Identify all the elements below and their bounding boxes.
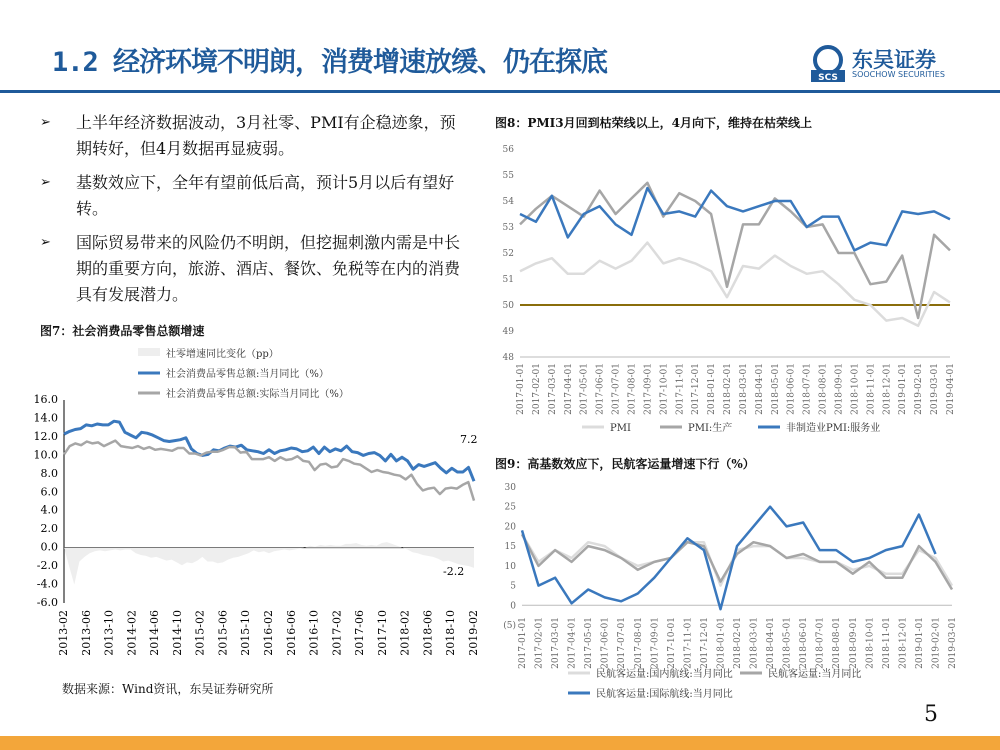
- legend-label: 民航客运量:当月同比: [768, 669, 862, 680]
- x-tick-label: 2014-02: [125, 610, 139, 656]
- x-tick-label: 2017-08-01: [627, 363, 638, 415]
- bullet-text: 国际贸易带来的风险仍不明朗，但挖掘刺激内需是中长期的重要方向，旅游、酒店、餐饮、免税等在内的消费具有发展潜力。: [76, 233, 461, 304]
- x-tick-label: 2019-02: [467, 610, 480, 656]
- x-tick-label: 2017-06-01: [595, 363, 606, 415]
- logo-subtitle: SOOCHOW SECURITIES: [852, 70, 945, 79]
- x-tick-label: 2018-11-01: [866, 363, 877, 415]
- x-tick-label: 2019-02-01: [914, 363, 925, 415]
- x-tick-label: 2017-05-01: [579, 363, 590, 415]
- y-tick-label: 55: [502, 171, 514, 181]
- x-tick-label: 2017-09-01: [643, 363, 654, 415]
- y-tick-label: 10.0: [33, 448, 58, 462]
- x-tick-label: 2014-10: [170, 610, 184, 656]
- bullet-list: [40, 110, 460, 316]
- y-tick-label: 30: [504, 483, 516, 493]
- x-tick-label: 2014-06: [148, 610, 162, 656]
- y-tick-label: 10: [504, 561, 516, 572]
- x-tick-label: 2018-07-01: [802, 363, 813, 415]
- x-tick-label: 2018-06-01: [799, 617, 810, 669]
- y-tick-label: -4.0: [36, 577, 58, 591]
- legend-label: 民航客运量:国际航线:当月同比: [596, 689, 733, 700]
- y-tick-label: 15: [504, 542, 516, 553]
- x-tick-label: 2018-05-01: [782, 617, 793, 669]
- legend-label: 社零增速同比变化（pp）: [166, 349, 279, 360]
- x-tick-label: 2018-11-01: [881, 617, 892, 669]
- series-line: [520, 188, 950, 250]
- fig9-title: 图9：高基数效应下，民航客运量增速下行（%）: [495, 457, 755, 471]
- fig9-chart: [490, 475, 960, 705]
- y-tick-label: 56: [502, 145, 514, 155]
- x-tick-label: 2018-09-01: [848, 617, 859, 669]
- x-tick-label: 2018-01-01: [707, 363, 718, 415]
- x-tick-label: 2018-07-01: [815, 617, 826, 669]
- y-tick-label: 52: [502, 249, 514, 259]
- x-tick-label: 2017-01-01: [516, 363, 526, 415]
- y-tick-label: 2.0: [40, 522, 58, 536]
- annotation-label: -2.2: [443, 565, 465, 578]
- x-tick-label: 2017-02-01: [534, 617, 545, 669]
- x-tick-label: 2013-06: [79, 610, 93, 656]
- x-tick-label: 2019-03-01: [930, 363, 941, 415]
- x-tick-label: 2018-02: [398, 610, 412, 656]
- x-tick-label: 2015-02: [193, 610, 207, 656]
- legend-label: 社会消费品零售总额:当月同比（%）: [166, 369, 329, 380]
- page-number: 5: [924, 702, 938, 727]
- x-tick-label: 2017-04-01: [567, 617, 578, 669]
- legend-label: 非制造业PMI:服务业: [786, 423, 881, 434]
- x-tick-label: 2018-03-01: [738, 363, 749, 415]
- x-tick-label: 2019-04-01: [946, 363, 956, 415]
- page-title: 1.2 经济环境不明朗，消费增速放缓、仍在探底: [52, 47, 608, 78]
- x-tick-label: 2018-10-01: [850, 363, 861, 415]
- x-tick-label: 2017-10-01: [659, 363, 670, 415]
- x-tick-label: 2018-12-01: [882, 363, 893, 415]
- x-tick-label: 2019-01-01: [898, 363, 909, 415]
- y-tick-label: 25: [504, 502, 516, 513]
- x-tick-label: 2018-01-01: [716, 617, 727, 669]
- legend-label: 民航客运量:国内航线:当月同比: [596, 669, 733, 680]
- bullet-item: [40, 110, 460, 162]
- x-tick-label: 2017-06: [353, 610, 367, 656]
- bullet-text: 上半年经济数据波动，3月社零、PMI有企稳迹象，预期转好，但4月数据再显疲弱。: [76, 113, 456, 158]
- x-tick-label: 2018-09-01: [834, 363, 845, 415]
- x-tick-label: 2017-10-01: [666, 617, 677, 669]
- x-tick-label: 2017-07-01: [617, 617, 628, 669]
- x-tick-label: 2018-12-01: [898, 617, 909, 669]
- logo-mark-text: SCS: [818, 73, 838, 83]
- legend-label: PMI:生产: [688, 423, 733, 434]
- y-tick-label: -6.0: [36, 596, 58, 609]
- x-tick-label: 2017-09-01: [650, 617, 661, 669]
- y-tick-label: 5: [510, 581, 516, 592]
- y-tick-label: 12.0: [33, 429, 58, 443]
- x-tick-label: 2018-06: [421, 610, 435, 656]
- legend-swatch: [138, 348, 160, 356]
- x-tick-label: 2017-06-01: [600, 617, 611, 669]
- y-tick-label: 54: [502, 197, 514, 207]
- y-tick-label: 14.0: [33, 411, 58, 425]
- y-tick-label: (5): [503, 621, 516, 631]
- y-tick-label: 6.0: [40, 485, 58, 499]
- series-area: [64, 542, 474, 584]
- fig8-chart: [490, 135, 960, 445]
- y-tick-label: 51: [502, 275, 514, 285]
- x-tick-label: 2018-08-01: [832, 617, 843, 669]
- x-tick-label: 2018-10: [444, 610, 458, 656]
- x-tick-label: 2016-10: [307, 610, 321, 656]
- series-line: [520, 183, 950, 318]
- x-tick-label: 2018-04-01: [766, 617, 777, 669]
- logo-mark-icon: [808, 44, 848, 84]
- y-tick-label: 20: [504, 522, 516, 533]
- x-tick-label: 2013-02: [57, 610, 70, 656]
- x-tick-label: 2017-12-01: [699, 617, 710, 669]
- y-tick-label: 50: [502, 301, 514, 311]
- legend-label: 社会消费品零售总额:实际当月同比（%）: [166, 389, 349, 400]
- x-tick-label: 2017-02: [330, 610, 344, 656]
- title-rule: [0, 90, 1000, 93]
- x-tick-label: 2018-02-01: [723, 363, 734, 415]
- x-tick-label: 2017-10: [375, 610, 389, 656]
- x-tick-label: 2017-11-01: [683, 617, 694, 669]
- bullet-text: 基数效应下，全年有望前低后高，预计5月以后有望好转。: [76, 173, 455, 218]
- x-tick-label: 2016-02: [262, 610, 275, 656]
- x-tick-label: 2018-08-01: [818, 363, 829, 415]
- x-tick-label: 2018-10-01: [865, 617, 876, 669]
- x-tick-label: 2015-10: [239, 610, 253, 656]
- x-tick-label: 2018-03-01: [749, 617, 760, 669]
- x-tick-label: 2017-02-01: [531, 363, 542, 415]
- x-tick-label: 2015-06: [216, 610, 230, 656]
- bullet-item: [40, 230, 460, 308]
- y-tick-label: 49: [502, 327, 514, 337]
- x-tick-label: 2019-03-01: [948, 617, 958, 669]
- x-tick-label: 2017-11-01: [675, 363, 686, 415]
- x-tick-label: 2017-12-01: [691, 363, 702, 415]
- x-tick-label: 2017-03-01: [547, 363, 558, 415]
- y-tick-label: 0: [510, 601, 516, 612]
- x-tick-label: 2017-05-01: [584, 617, 595, 669]
- company-logo: [808, 44, 958, 84]
- x-tick-label: 2017-01-01: [518, 617, 528, 669]
- logo-name: 东吴证券: [852, 48, 936, 72]
- x-tick-label: 2018-04-01: [754, 363, 765, 415]
- bullet-arrow-icon: ➢: [40, 175, 51, 190]
- bullet-arrow-icon: ➢: [40, 235, 51, 250]
- x-tick-label: 2018-02-01: [733, 617, 743, 669]
- annotation-label: 7.2: [460, 433, 478, 446]
- legend-label: PMI: [610, 423, 631, 434]
- y-tick-label: -2.0: [36, 559, 58, 573]
- x-tick-label: 2019-02-01: [931, 617, 942, 669]
- footer-bar: [0, 736, 1000, 750]
- x-tick-label: 2017-07-01: [611, 363, 622, 415]
- fig8-title: 图8：PMI3月回到枯荣线以上，4月向下，维持在枯荣线上: [495, 116, 812, 130]
- source-note: 数据来源：Wind资讯，东吴证券研究所: [62, 682, 274, 696]
- fig7-chart: [30, 340, 490, 670]
- y-tick-label: 53: [502, 223, 514, 233]
- x-tick-label: 2017-08-01: [633, 617, 644, 669]
- series-line: [64, 421, 474, 481]
- bullet-item: [40, 170, 460, 222]
- x-tick-label: 2016-06: [284, 610, 298, 656]
- y-tick-label: 4.0: [40, 503, 58, 517]
- x-tick-label: 2013-10: [102, 610, 116, 656]
- y-tick-label: 0.0: [40, 540, 58, 554]
- y-tick-label: 16.0: [33, 393, 58, 406]
- x-tick-label: 2017-04-01: [563, 363, 574, 415]
- series-line: [522, 507, 936, 610]
- y-tick-label: 8.0: [40, 466, 58, 480]
- bullet-arrow-icon: ➢: [40, 115, 51, 130]
- x-tick-label: 2018-06-01: [786, 363, 797, 415]
- x-tick-label: 2018-05-01: [770, 363, 781, 415]
- x-tick-label: 2017-03-01: [551, 617, 562, 669]
- fig7-title: 图7：社会消费品零售总额增速: [40, 324, 205, 338]
- x-tick-label: 2019-01-01: [914, 617, 925, 669]
- y-tick-label: 48: [502, 353, 514, 363]
